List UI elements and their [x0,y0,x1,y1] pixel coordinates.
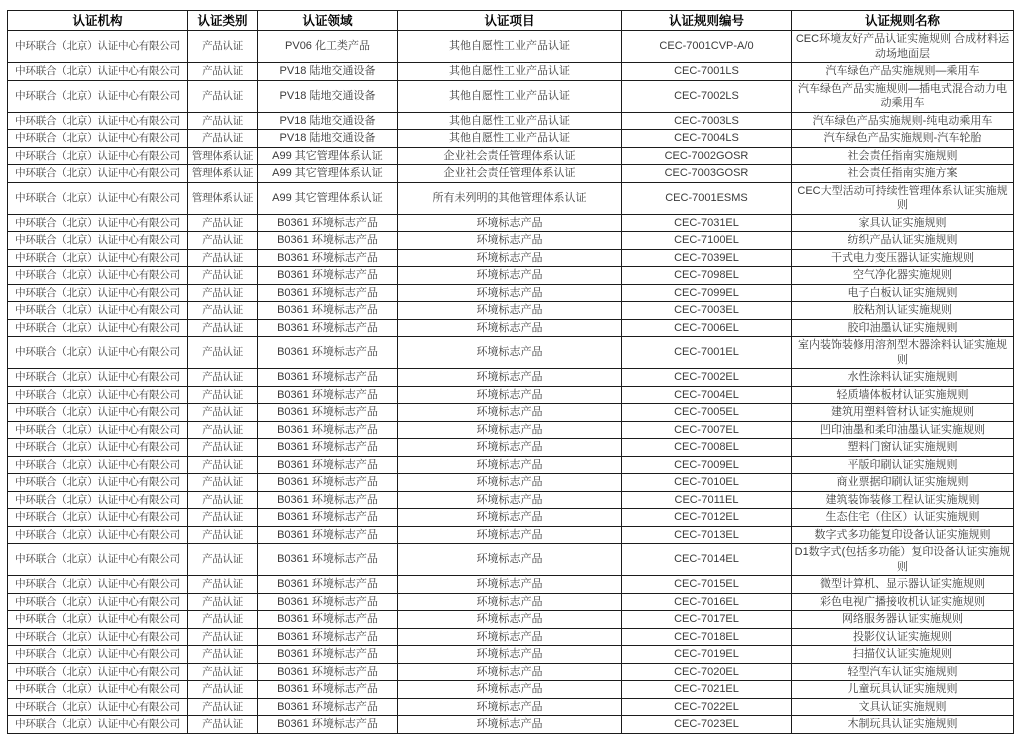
cell-cat: 产品认证 [188,337,258,369]
cell-cat: 产品认证 [188,80,258,112]
cell-code: CEC-7003GOSR [622,165,792,183]
table-row [8,421,1014,439]
table-header-row [8,11,1014,31]
cell-field: B0361 环境标志产品 [258,681,398,699]
cell-field: PV06 化工类产品 [258,31,398,63]
table-row [8,31,1014,63]
table-row [8,663,1014,681]
table-row [8,130,1014,148]
cell-code: CEC-7006EL [622,319,792,337]
cell-cat: 管理体系认证 [188,147,258,165]
table-row [8,491,1014,509]
cell-field: B0361 环境标志产品 [258,509,398,527]
cell-org: 中环联合（北京）认证中心有限公司 [8,526,188,544]
cell-name: 投影仪认证实施规则 [792,628,1014,646]
cell-proj: 环境标志产品 [398,576,622,594]
cell-field: B0361 环境标志产品 [258,576,398,594]
cell-cat: 产品认证 [188,509,258,527]
cell-org: 中环联合（北京）认证中心有限公司 [8,663,188,681]
cell-name: 干式电力变压器认证实施规则 [792,249,1014,267]
cell-field: B0361 环境标志产品 [258,421,398,439]
cell-code: CEC-7100EL [622,232,792,250]
cell-code: CEC-7001CVP-A/0 [622,31,792,63]
cell-name: 胶印油墨认证实施规则 [792,319,1014,337]
cell-field: B0361 环境标志产品 [258,369,398,387]
cell-name: D1数字式(包括多功能）复印设备认证实施规则 [792,544,1014,576]
table-row [8,165,1014,183]
cell-org: 中环联合（北京）认证中心有限公司 [8,214,188,232]
cell-cat: 产品认证 [188,628,258,646]
cell-name: 塑料门窗认证实施规则 [792,439,1014,457]
column-header-field: 认证领域 [258,11,398,31]
cell-proj: 其他自愿性工业产品认证 [398,63,622,81]
cell-name: 汽车绿色产品实施规则-纯电动乘用车 [792,112,1014,130]
cell-org: 中环联合（北京）认证中心有限公司 [8,544,188,576]
cell-proj: 环境标志产品 [398,716,622,734]
cell-field: B0361 环境标志产品 [258,319,398,337]
cell-proj: 所有未列明的其他管理体系认证 [398,182,622,214]
cell-field: A99 其它管理体系认证 [258,165,398,183]
cell-code: CEC-7023EL [622,716,792,734]
cell-org: 中环联合（北京）认证中心有限公司 [8,474,188,492]
cell-cat: 产品认证 [188,214,258,232]
column-header-rule-name: 认证规则名称 [792,11,1014,31]
cell-cat: 产品认证 [188,716,258,734]
cell-cat: 产品认证 [188,112,258,130]
cell-proj: 环境标志产品 [398,439,622,457]
cell-proj: 其他自愿性工业产品认证 [398,80,622,112]
cell-name: 社会责任指南实施方案 [792,165,1014,183]
cell-name: 网络服务器认证实施规则 [792,611,1014,629]
cell-cat: 产品认证 [188,249,258,267]
cell-proj: 环境标志产品 [398,544,622,576]
table-header [8,11,1014,31]
cell-code: CEC-7039EL [622,249,792,267]
cell-name: 平版印刷认证实施规则 [792,456,1014,474]
table-row [8,369,1014,387]
cell-field: B0361 环境标志产品 [258,386,398,404]
table-row [8,386,1014,404]
cell-org: 中环联合（北京）认证中心有限公司 [8,576,188,594]
cell-name: 轻型汽车认证实施规则 [792,663,1014,681]
cell-name: 纺织产品认证实施规则 [792,232,1014,250]
cell-code: CEC-7002GOSR [622,147,792,165]
cell-code: CEC-7011EL [622,491,792,509]
cell-name: 彩色电视广播接收机认证实施规则 [792,593,1014,611]
cell-proj: 环境标志产品 [398,663,622,681]
cell-org: 中环联合（北京）认证中心有限公司 [8,302,188,320]
cell-code: CEC-7001LS [622,63,792,81]
table-row [8,681,1014,699]
cell-org: 中环联合（北京）认证中心有限公司 [8,593,188,611]
cell-cat: 产品认证 [188,284,258,302]
cell-cat: 管理体系认证 [188,182,258,214]
table-row [8,112,1014,130]
table-row [8,147,1014,165]
cell-name: 数字式多功能复印设备认证实施规则 [792,526,1014,544]
cell-field: B0361 环境标志产品 [258,302,398,320]
table-row [8,628,1014,646]
cell-field: B0361 环境标志产品 [258,439,398,457]
cell-name: 儿童玩具认证实施规则 [792,681,1014,699]
cell-proj: 环境标志产品 [398,337,622,369]
cell-proj: 企业社会责任管理体系认证 [398,147,622,165]
column-header-project: 认证项目 [398,11,622,31]
cell-code: CEC-7003EL [622,302,792,320]
cell-code: CEC-7015EL [622,576,792,594]
cell-cat: 产品认证 [188,130,258,148]
cell-org: 中环联合（北京）认证中心有限公司 [8,232,188,250]
cell-field: B0361 环境标志产品 [258,404,398,422]
cell-proj: 其他自愿性工业产品认证 [398,31,622,63]
cell-org: 中环联合（北京）认证中心有限公司 [8,112,188,130]
cell-field: B0361 环境标志产品 [258,249,398,267]
cell-field: B0361 环境标志产品 [258,698,398,716]
cell-code: CEC-7003LS [622,112,792,130]
cell-field: PV18 陆地交通设备 [258,112,398,130]
cell-name: 轻质墙体板材认证实施规则 [792,386,1014,404]
cell-cat: 产品认证 [188,491,258,509]
cell-name: 建筑用塑料管材认证实施规则 [792,404,1014,422]
cell-name: CEC环境友好产品认证实施规则 合成材料运动场地面层 [792,31,1014,63]
cell-cat: 产品认证 [188,267,258,285]
cell-code: CEC-7009EL [622,456,792,474]
cell-org: 中环联合（北京）认证中心有限公司 [8,31,188,63]
cell-proj: 环境标志产品 [398,214,622,232]
table-row [8,249,1014,267]
cell-org: 中环联合（北京）认证中心有限公司 [8,491,188,509]
cell-proj: 环境标志产品 [398,456,622,474]
cell-field: B0361 环境标志产品 [258,526,398,544]
cell-cat: 产品认证 [188,593,258,611]
cell-org: 中环联合（北京）认证中心有限公司 [8,80,188,112]
cell-name: 生态住宅（住区）认证实施规则 [792,509,1014,527]
cell-field: B0361 环境标志产品 [258,593,398,611]
cell-cat: 产品认证 [188,232,258,250]
cell-name: 商业票据印刷认证实施规则 [792,474,1014,492]
table-row [8,544,1014,576]
certification-rules-table [7,10,1014,734]
table-row [8,526,1014,544]
cell-org: 中环联合（北京）认证中心有限公司 [8,165,188,183]
cell-code: CEC-7008EL [622,439,792,457]
cell-cat: 管理体系认证 [188,165,258,183]
cell-cat: 产品认证 [188,302,258,320]
cell-field: B0361 环境标志产品 [258,491,398,509]
cell-org: 中环联合（北京）认证中心有限公司 [8,386,188,404]
cell-cat: 产品认证 [188,421,258,439]
table-row [8,439,1014,457]
cell-name: 建筑装饰装修工程认证实施规则 [792,491,1014,509]
cell-name: 文具认证实施规则 [792,698,1014,716]
cell-field: B0361 环境标志产品 [258,628,398,646]
cell-field: B0361 环境标志产品 [258,611,398,629]
table-row [8,284,1014,302]
cell-code: CEC-7002LS [622,80,792,112]
cell-org: 中环联合（北京）认证中心有限公司 [8,147,188,165]
cell-org: 中环联合（北京）认证中心有限公司 [8,698,188,716]
cell-field: B0361 环境标志产品 [258,337,398,369]
table-row [8,63,1014,81]
cell-proj: 环境标志产品 [398,386,622,404]
cell-field: B0361 环境标志产品 [258,474,398,492]
cell-cat: 产品认证 [188,456,258,474]
cell-proj: 环境标志产品 [398,681,622,699]
cell-proj: 环境标志产品 [398,404,622,422]
table-row [8,182,1014,214]
table-row [8,232,1014,250]
cell-org: 中环联合（北京）认证中心有限公司 [8,628,188,646]
cell-cat: 产品认证 [188,681,258,699]
cell-field: A99 其它管理体系认证 [258,147,398,165]
cell-cat: 产品认证 [188,474,258,492]
cell-field: B0361 环境标志产品 [258,284,398,302]
cell-name: 扫描仪认证实施规则 [792,646,1014,664]
table-row [8,456,1014,474]
cell-cat: 产品认证 [188,386,258,404]
table-row [8,611,1014,629]
cell-cat: 产品认证 [188,611,258,629]
table-row [8,593,1014,611]
cell-field: B0361 环境标志产品 [258,646,398,664]
cell-name: 空气净化器实施规则 [792,267,1014,285]
cell-cat: 产品认证 [188,663,258,681]
cell-name: 汽车绿色产品实施规则—插电式混合动力电动乘用车 [792,80,1014,112]
cell-name: 凹印油墨和柔印油墨认证实施规则 [792,421,1014,439]
cell-proj: 环境标志产品 [398,369,622,387]
cell-proj: 环境标志产品 [398,698,622,716]
cell-org: 中环联合（北京）认证中心有限公司 [8,646,188,664]
table-row [8,267,1014,285]
cell-name: 社会责任指南实施规则 [792,147,1014,165]
table-row [8,337,1014,369]
cell-code: CEC-7018EL [622,628,792,646]
cell-cat: 产品认证 [188,63,258,81]
cell-name: 胶粘剂认证实施规则 [792,302,1014,320]
table-row [8,474,1014,492]
cell-proj: 环境标志产品 [398,593,622,611]
cell-code: CEC-7020EL [622,663,792,681]
table-row [8,80,1014,112]
cell-name: 电子白板认证实施规则 [792,284,1014,302]
cell-code: CEC-7007EL [622,421,792,439]
column-header-category: 认证类别 [188,11,258,31]
cell-cat: 产品认证 [188,698,258,716]
column-header-org: 认证机构 [8,11,188,31]
cell-field: B0361 环境标志产品 [258,544,398,576]
cell-org: 中环联合（北京）认证中心有限公司 [8,404,188,422]
cell-field: B0361 环境标志产品 [258,267,398,285]
cell-org: 中环联合（北京）认证中心有限公司 [8,611,188,629]
cell-code: CEC-7005EL [622,404,792,422]
cell-cat: 产品认证 [188,646,258,664]
cell-code: CEC-7022EL [622,698,792,716]
table-row [8,698,1014,716]
cell-proj: 环境标志产品 [398,474,622,492]
cell-org: 中环联合（北京）认证中心有限公司 [8,456,188,474]
cell-org: 中环联合（北京）认证中心有限公司 [8,439,188,457]
cell-proj: 环境标志产品 [398,284,622,302]
table-body [8,31,1014,734]
cell-proj: 环境标志产品 [398,319,622,337]
cell-field: PV18 陆地交通设备 [258,80,398,112]
cell-field: B0361 环境标志产品 [258,232,398,250]
cell-code: CEC-7013EL [622,526,792,544]
cell-code: CEC-7017EL [622,611,792,629]
cell-proj: 环境标志产品 [398,267,622,285]
cell-field: B0361 环境标志产品 [258,716,398,734]
cell-cat: 产品认证 [188,439,258,457]
cell-cat: 产品认证 [188,319,258,337]
cell-name: 汽车绿色产品实施规则-汽车轮胎 [792,130,1014,148]
cell-cat: 产品认证 [188,544,258,576]
cell-org: 中环联合（北京）认证中心有限公司 [8,716,188,734]
cell-name: 水性涂料认证实施规则 [792,369,1014,387]
cell-org: 中环联合（北京）认证中心有限公司 [8,337,188,369]
cell-proj: 其他自愿性工业产品认证 [398,112,622,130]
cell-cat: 产品认证 [188,576,258,594]
cell-code: CEC-7021EL [622,681,792,699]
cell-org: 中环联合（北京）认证中心有限公司 [8,319,188,337]
cell-code: CEC-7004LS [622,130,792,148]
cell-field: B0361 环境标志产品 [258,456,398,474]
cell-code: CEC-7099EL [622,284,792,302]
column-header-rule-code: 认证规则编号 [622,11,792,31]
cell-org: 中环联合（北京）认证中心有限公司 [8,63,188,81]
table-row [8,302,1014,320]
cell-field: A99 其它管理体系认证 [258,182,398,214]
table-row [8,404,1014,422]
cell-proj: 环境标志产品 [398,421,622,439]
cell-name: CEC大型活动可持续性管理体系认证实施规则 [792,182,1014,214]
cell-cat: 产品认证 [188,369,258,387]
cell-org: 中环联合（北京）认证中心有限公司 [8,421,188,439]
cell-proj: 环境标志产品 [398,491,622,509]
cell-proj: 环境标志产品 [398,611,622,629]
cell-cat: 产品认证 [188,31,258,63]
cell-code: CEC-7016EL [622,593,792,611]
cell-name: 室内装饰装修用溶剂型木器涂料认证实施规则 [792,337,1014,369]
cell-name: 木制玩具认证实施规则 [792,716,1014,734]
table-row [8,716,1014,734]
cell-code: CEC-7019EL [622,646,792,664]
cell-code: CEC-7098EL [622,267,792,285]
cell-org: 中环联合（北京）认证中心有限公司 [8,509,188,527]
cell-proj: 环境标志产品 [398,526,622,544]
table-row [8,576,1014,594]
cell-name: 微型计算机、显示器认证实施规则 [792,576,1014,594]
cell-code: CEC-7014EL [622,544,792,576]
cell-field: PV18 陆地交通设备 [258,130,398,148]
cell-org: 中环联合（北京）认证中心有限公司 [8,369,188,387]
cell-proj: 企业社会责任管理体系认证 [398,165,622,183]
cell-code: CEC-7012EL [622,509,792,527]
cell-org: 中环联合（北京）认证中心有限公司 [8,267,188,285]
cell-proj: 环境标志产品 [398,249,622,267]
cell-name: 家具认证实施规则 [792,214,1014,232]
table-row [8,214,1014,232]
cell-proj: 环境标志产品 [398,509,622,527]
cell-code: CEC-7002EL [622,369,792,387]
cell-org: 中环联合（北京）认证中心有限公司 [8,681,188,699]
cell-field: PV18 陆地交通设备 [258,63,398,81]
cell-org: 中环联合（北京）认证中心有限公司 [8,284,188,302]
cell-name: 汽车绿色产品实施规则—乘用车 [792,63,1014,81]
table-row [8,509,1014,527]
cell-proj: 环境标志产品 [398,628,622,646]
table-row [8,319,1014,337]
cell-cat: 产品认证 [188,526,258,544]
cell-proj: 其他自愿性工业产品认证 [398,130,622,148]
cell-org: 中环联合（北京）认证中心有限公司 [8,249,188,267]
cell-proj: 环境标志产品 [398,302,622,320]
cell-proj: 环境标志产品 [398,646,622,664]
cell-code: CEC-7010EL [622,474,792,492]
cell-field: B0361 环境标志产品 [258,663,398,681]
cell-code: CEC-7001EL [622,337,792,369]
cell-code: CEC-7001ESMS [622,182,792,214]
cell-field: B0361 环境标志产品 [258,214,398,232]
cell-code: CEC-7031EL [622,214,792,232]
cell-cat: 产品认证 [188,404,258,422]
cell-code: CEC-7004EL [622,386,792,404]
cell-org: 中环联合（北京）认证中心有限公司 [8,130,188,148]
table-row [8,646,1014,664]
cell-proj: 环境标志产品 [398,232,622,250]
cell-org: 中环联合（北京）认证中心有限公司 [8,182,188,214]
